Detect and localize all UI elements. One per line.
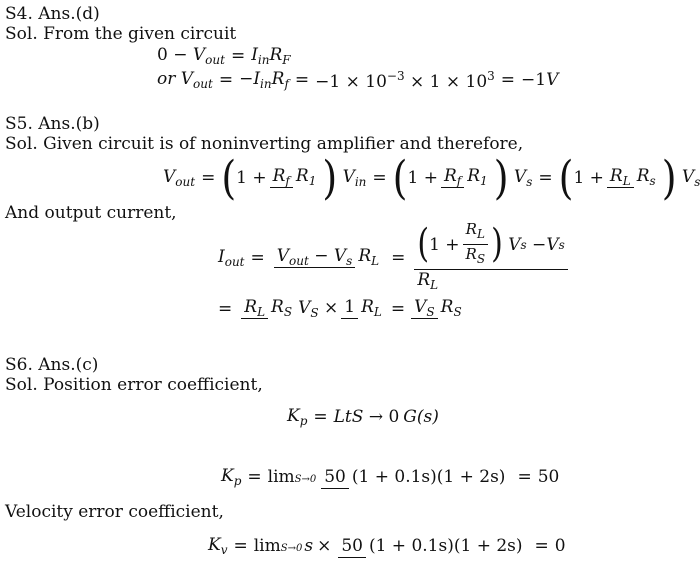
lim-sub: S→0 (280, 543, 303, 554)
s5-iout-simplified: = $R_L$ $R_S$ $V_S$ × 1 $R_L$ = $V_S$ $R_S$ (218, 296, 462, 320)
s6-velocity-text: Velocity error coefficient, (5, 502, 224, 522)
s5-vout-equation: $V_{out}$ = ( 1 + $R_f$ $R_1$ ) $V_{in}$ = ( 1 + $R_f$ $R_1$ ) $V_s$ = ( 1 + $R_L$ $R_s$ ) $V_s$ (163, 151, 700, 205)
s6-kp-lt-equation: $K_p$ = LtS → 0 G(s) (287, 406, 439, 428)
s4-equation-2: or $V_{out}$ = $-I_{in}R_f$ = $-1 \times 10^{-3} \times 1 \times 10^3$ = −1V (157, 68, 559, 92)
lim-label: lim (267, 467, 295, 487)
lim-sub: S→0 (294, 474, 317, 485)
kv-numerator: 50 (338, 536, 366, 558)
gs-label: G(s) (403, 407, 439, 427)
s6-heading: S6. Ans.(c) (5, 355, 99, 375)
s4-equation-1: $0 - V_{out}$ = $I_{in}R_F$ (157, 45, 291, 67)
kp-value: 50 (537, 467, 560, 487)
s6-kp-lim-equation: $K_p$ = limS→0 50 (1 + 0.1s)(1 + 2s) = 50 (221, 466, 560, 488)
lim-label: lim (253, 536, 281, 556)
kp-numerator: 50 (321, 467, 349, 489)
kp-denominator: (1 + 0.1s)(1 + 2s) (351, 467, 506, 487)
s5-sol-text: Sol. Given circuit is of noninverting amplifier and therefore, (5, 134, 524, 154)
s5-iout-equation: $I_{out}$ = $V_{out} - V_s$ $R_L$ = ( 1 + $\frac{R_L}{R_S}$ ) V s − V s $R_L$ (218, 225, 571, 291)
s5-heading: S5. Ans.(b) (5, 114, 100, 134)
s4-heading: S4. Ans.(d) (5, 4, 100, 24)
s6-kv-equation: $K_v$ = limS→0 s × 50 (1 + 0.1s)(1 + 2s) = 0 (208, 535, 566, 557)
s6-sol-text: Sol. Position error coefficient, (5, 375, 263, 395)
s4-sol-text: Sol. From the given circuit (5, 24, 237, 44)
kv-denominator: (1 + 0.1s)(1 + 2s) (368, 536, 523, 556)
lt-label: Lt (333, 406, 352, 427)
kv-value: 0 (554, 536, 566, 556)
s5-output-current-text: And output current, (5, 203, 177, 223)
